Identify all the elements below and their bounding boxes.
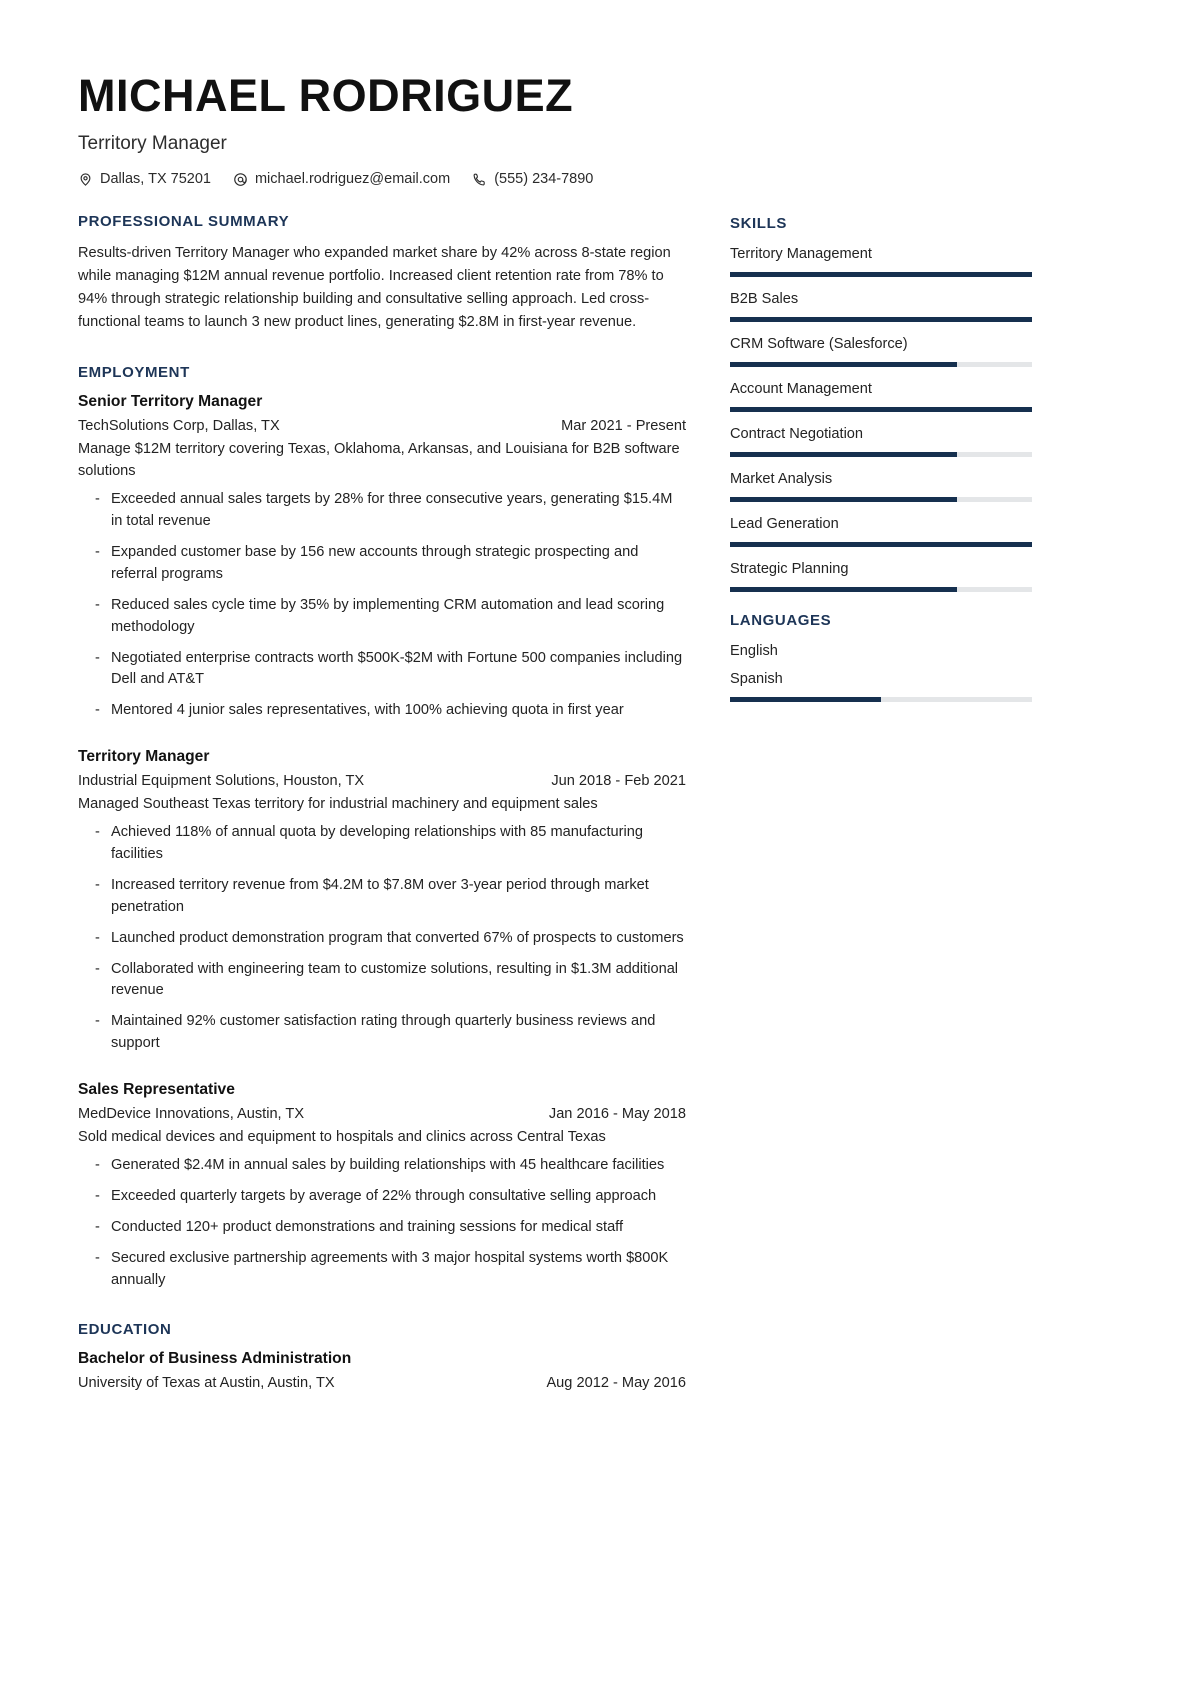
skill-item [730, 516, 1032, 547]
skills-list [730, 246, 1032, 592]
language-name: English [730, 643, 778, 660]
employment-bullet-text: Conducted 120+ product demonstrations and training sessions for medical staff [111, 1218, 624, 1235]
education-entry [78, 1350, 686, 1391]
employment-bullet-text: Achieved 118% of annual quota by developing relationships with 85 manufacturing facilities [111, 824, 643, 863]
employment-dates: Jun 2018 - Feb 2021 [551, 773, 686, 790]
skill-name: Territory Management [730, 246, 872, 263]
skill-level-bar [730, 407, 1032, 412]
education-dates: Aug 2012 - May 2016 [546, 1375, 686, 1392]
employment-entry [78, 748, 686, 1055]
bullet-dash-icon: - [95, 1013, 100, 1030]
skill-name: Contract Negotiation [730, 426, 864, 443]
main-column [78, 213, 686, 1391]
employment-company: TechSolutions Corp, Dallas, TX [78, 418, 280, 435]
employment-company: MedDevice Innovations, Austin, TX [78, 1106, 305, 1123]
skill-item [730, 471, 1032, 502]
section-title-summary: PROFESSIONAL SUMMARY [78, 213, 290, 231]
contact-email-text: michael.rodriguez@email.com [254, 171, 451, 188]
employment-company: Industrial Equipment Solutions, Houston, TX [78, 773, 365, 790]
employment-bullet-text: Generated $2.4M in annual sales by building relationships with 45 healthcare facilities [111, 1157, 665, 1174]
skill-level-bar [730, 497, 1032, 502]
email-at-icon [233, 172, 248, 187]
employment-bullet [78, 489, 686, 533]
section-employment [78, 364, 686, 1291]
skill-level-fill [730, 452, 957, 457]
bullet-dash-icon: - [95, 596, 100, 613]
bullet-dash-icon: - [95, 1157, 100, 1174]
employment-bullet [78, 822, 686, 866]
employment-bullet-text: Exceeded annual sales targets by 28% for three consecutive years, generating $15.4M in total revenue [111, 491, 673, 530]
contact-email[interactable] [233, 171, 450, 187]
skill-name: CRM Software (Salesforce) [730, 336, 908, 353]
section-title-employment: EMPLOYMENT [78, 364, 190, 382]
skill-level-fill [730, 317, 1032, 322]
employment-bullet [78, 595, 686, 639]
employment-entry [78, 1081, 686, 1291]
employment-bullet-text: Mentored 4 junior sales representatives, with 100% achieving quota in first year [111, 702, 624, 719]
phone-icon [472, 172, 487, 187]
employment-bullet [78, 1186, 686, 1208]
employment-role: Senior Territory Manager [78, 393, 263, 411]
employment-bullet [78, 1217, 686, 1239]
skill-level-fill [730, 272, 1032, 277]
resume-body [78, 213, 1028, 1391]
skill-level-fill [730, 497, 957, 502]
section-education [78, 1321, 686, 1391]
bullet-dash-icon: - [95, 876, 100, 893]
employment-list [78, 393, 686, 1291]
bullet-dash-icon: - [95, 824, 100, 841]
employment-bullet [78, 959, 686, 1003]
candidate-name: MICHAEL RODRIGUEZ [78, 70, 574, 121]
bullet-dash-icon: - [95, 1218, 100, 1235]
contact-row [78, 171, 1028, 187]
employment-bullet-text: Negotiated enterprise contracts worth $500K-$2M with Fortune 500 companies including Dell and AT&T [111, 649, 683, 688]
skill-item [730, 291, 1032, 322]
employment-bullet-text: Collaborated with engineering team to customize solutions, resulting in $1.3M additional revenue [111, 960, 679, 999]
skill-item [730, 381, 1032, 412]
employment-bullets [78, 1155, 686, 1291]
section-languages [730, 612, 1032, 702]
skill-level-bar [730, 272, 1032, 277]
skill-level-fill [730, 362, 957, 367]
employment-bullet-text: Exceeded quarterly targets by average of 22% through consultative selling approach [111, 1187, 657, 1204]
contact-phone[interactable] [472, 171, 593, 187]
employment-description: Sold medical devices and equipment to hospitals and clinics across Central Texas [78, 1129, 606, 1146]
employment-bullet [78, 1155, 686, 1177]
bullet-dash-icon: - [95, 929, 100, 946]
language-level-bar [730, 697, 1032, 702]
bullet-dash-icon: - [95, 960, 100, 977]
language-name: Spanish [730, 671, 783, 688]
skill-name: Lead Generation [730, 516, 839, 533]
section-title-languages: LANGUAGES [730, 612, 832, 630]
skill-item [730, 426, 1032, 457]
employment-bullet [78, 1011, 686, 1055]
skill-item [730, 561, 1032, 592]
employment-meta [78, 1106, 686, 1122]
education-degree: Bachelor of Business Administration [78, 1350, 352, 1368]
skill-level-bar [730, 317, 1032, 322]
employment-meta [78, 418, 686, 434]
skill-level-bar [730, 362, 1032, 367]
employment-dates: Mar 2021 - Present [561, 418, 686, 435]
bullet-dash-icon: - [95, 544, 100, 560]
section-professional-summary [78, 213, 686, 334]
bullet-dash-icon: - [95, 649, 100, 666]
skill-name: B2B Sales [730, 291, 799, 308]
language-level-fill [730, 697, 881, 702]
employment-role: Territory Manager [78, 748, 210, 766]
employment-bullet-text: Reduced sales cycle time by 35% by implementing CRM automation and lead scoring methodology [111, 596, 665, 635]
employment-bullet [78, 875, 686, 919]
employment-bullets [78, 822, 686, 1055]
employment-bullet-text: Expanded customer base by 156 new accounts through strategic prospecting and referral programs [111, 544, 639, 582]
employment-role: Sales Representative [78, 1081, 235, 1099]
candidate-job-title: Territory Manager [78, 133, 227, 155]
location-pin-icon [78, 172, 93, 187]
bullet-dash-icon: - [95, 702, 100, 719]
education-list [78, 1350, 686, 1391]
employment-bullet-text: Launched product demonstration program that converted 67% of prospects to customers [111, 929, 684, 946]
education-meta [78, 1375, 686, 1391]
bullet-dash-icon: - [95, 1249, 100, 1266]
section-title-skills: SKILLS [730, 215, 787, 233]
skill-level-fill [730, 542, 1032, 547]
resume-header [78, 72, 1028, 187]
contact-location-text: Dallas, TX 75201 [100, 171, 211, 188]
employment-dates: Jan 2016 - May 2018 [548, 1106, 686, 1123]
skill-level-fill [730, 407, 1032, 412]
employment-bullet [78, 700, 686, 722]
skill-name: Market Analysis [730, 471, 833, 488]
bullet-dash-icon: - [95, 1187, 100, 1204]
skill-level-bar [730, 542, 1032, 547]
employment-description: Managed Southeast Texas territory for industrial machinery and equipment sales [78, 796, 598, 813]
skill-name: Strategic Planning [730, 561, 849, 578]
employment-bullet [78, 1248, 686, 1292]
skill-name: Account Management [730, 381, 872, 398]
employment-entry [78, 393, 686, 722]
employment-description: Manage $12M territory covering Texas, Oklahoma, Arkansas, and Louisiana for B2B software solutions [78, 441, 680, 480]
languages-list [730, 643, 1032, 702]
sidebar-column [730, 213, 1032, 714]
employment-bullet [78, 928, 686, 950]
employment-bullet-text: Secured exclusive partnership agreements with 3 major hospital systems worth $800K annually [111, 1249, 669, 1288]
bullet-dash-icon: - [95, 491, 100, 508]
skill-item [730, 246, 1032, 277]
section-skills [730, 215, 1032, 592]
employment-bullet [78, 542, 686, 586]
skill-level-bar [730, 452, 1032, 457]
employment-bullets [78, 489, 686, 722]
skill-level-fill [730, 587, 957, 592]
education-school: University of Texas at Austin, Austin, TX [78, 1375, 335, 1392]
language-item [730, 671, 1032, 702]
skill-level-bar [730, 587, 1032, 592]
language-item [730, 643, 1032, 659]
summary-text: Results-driven Territory Manager who expanded market share by 42% across 8-state region while managing $12M annual revenue portfolio. Increased client retention rate from 78% to 94% through strategic relationship building and consultative selling approach. Led cross-functional teams to launch 3 new product lines, generating $2.8M in first-year revenue. [78, 245, 671, 331]
employment-meta [78, 773, 686, 789]
employment-bullet-text: Increased territory revenue from $4.2M to $7.8M over 3-year period through market penetration [111, 876, 649, 915]
contact-phone-text: (555) 234-7890 [494, 171, 594, 188]
skill-item [730, 336, 1032, 367]
employment-bullet [78, 648, 686, 692]
section-title-education: EDUCATION [78, 1321, 172, 1339]
employment-bullet-text: Maintained 92% customer satisfaction rating through quarterly business reviews and support [111, 1013, 656, 1052]
contact-location [78, 171, 211, 187]
